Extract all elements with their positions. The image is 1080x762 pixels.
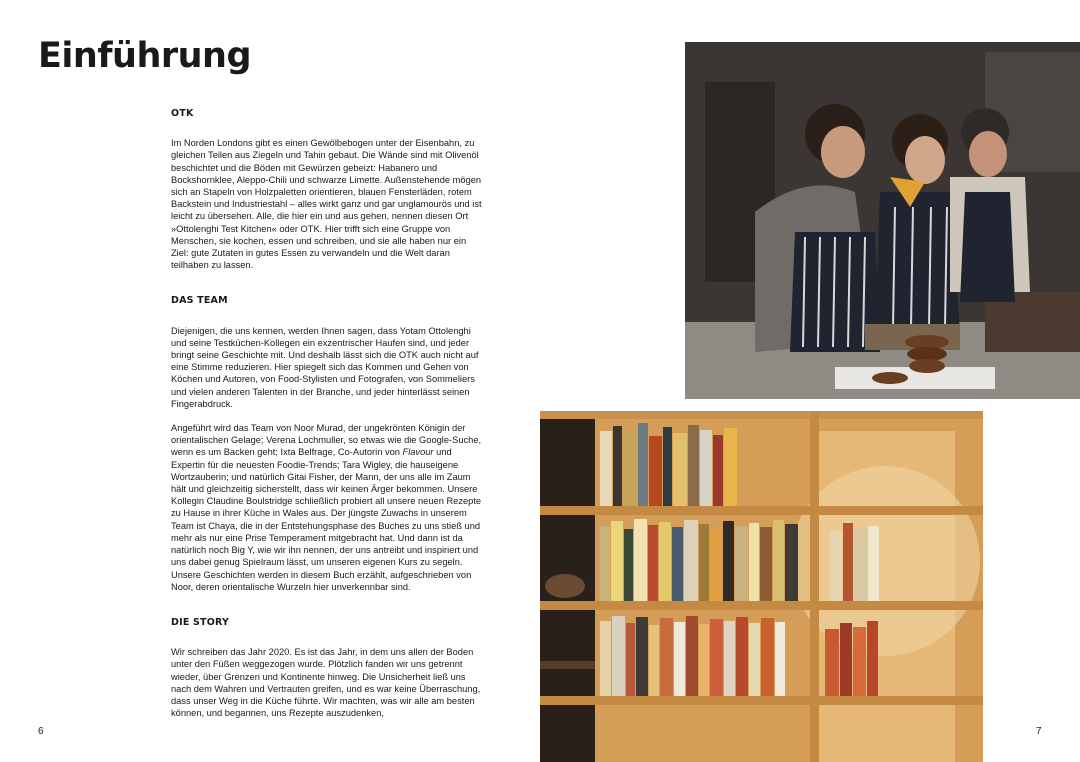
paragraph-team-members (171, 422, 486, 593)
text-column (171, 108, 486, 731)
page-number-right: 7 (1036, 726, 1042, 737)
kitchen-photo (685, 42, 1080, 399)
kitchen-photo-illustration (685, 42, 1080, 399)
page-number-left: 6 (38, 726, 44, 737)
text-span: und Expertin für die neuesten Foodie-Trends; Tara Wigley, die hauseigene Wortzauberin; und natürlich Gitai Fisher, der Mann, der uns alle im Zaum hält und gleichzeitig sicherstellt, dass wir keinen Ärger bekommen. Unsere Kollegin Claudine Boulstridge schließlich probiert all unsere neuen Rezepte zu Hause in ihrer Küche in Wales aus. Der jüngste Zuwachs in unserem Team ist Chaya, die in der Entstehungsphase des Buches zu uns stieß und mehr als nur eine Prise Temperament mitgebracht hat. Und dann ist da natürlich noch Big Y, wie wir ihn nennen, der uns antreibt und inspiriert und uns dabei genug Spielraum lässt, um unseren eigenen Kurs zu segeln. Unsere Geschichten werden in diesem Buch erzählt, aufgeschrieben von Noor, deren orientalische Wurzeln hier unverkennbar sind. (171, 447, 482, 592)
bookshelf-photo-illustration (540, 411, 983, 762)
section-heading-team: DAS TEAM (171, 295, 228, 307)
book-title-flavour: Flavour (402, 447, 434, 458)
section-heading-story: DIE STORY (171, 616, 230, 628)
bookshelf-photo (540, 411, 983, 762)
text-span: Angeführt wird das Team von Noor Murad, der ungekrönten Königin der orientalischen Gelage; Verena Lochmuller, so etwas wie die Google-Suche, wenn es um Backen geht; Ixta Belfrage, Co-Autorin von (171, 423, 482, 458)
paragraph-story: Wir schreiben das Jahr 2020. Es ist das Jahr, in dem uns allen der Boden unter den Füßen weggezogen wurde. Plötzlich fanden wir uns getrennt wieder, über Grenzen und Kontinente hinweg. Die Unsicherheit ließ uns nach dem Wahren und Vertrauten greifen, und es war keine Überraschung, dass unser Weg in die Küche führte. Wir machten, was wir alle am besten können, und begannen, uns Rezepte auszudenken, (171, 647, 481, 719)
section-heading-otk: OTK (171, 108, 194, 119)
paragraph-otk: Im Norden Londons gibt es einen Gewölbebogen unter der Eisenbahn, zu gleichen Teilen aus Ziegeln und Tahin gebaut. Die Wände sind mit Olivenöl beschichtet und die Böden mit Gewürzen gebeizt: Habanero und Bockshornklee, Aleppo-Chili und schwarze Limette. Außenstehende mögen sich an Stapeln von Holzpaletten orientieren, blauen Fensterläden, rotem Backstein und Industriestahl – alles wirkt ganz und gar unglamourös und ist leicht zu übersehen. Alle, die hier ein und aus gehen, nennen diesen Ort »Ottolenghi Test Kitchen« oder OTK. Hier trifft sich eine Gruppe von Menschen, sie kochen, essen und schreiben, und sie alle haben nur ein Ziel: gute Zutaten in gutes Essen zu verwandeln und die Welt daran teilhaben zu lassen. (171, 138, 482, 271)
page-title: Einführung (38, 36, 252, 76)
paragraph-team-intro: Diejenigen, die uns kennen, werden Ihnen sagen, dass Yotam Ottolenghi und seine Testküchen-Kollegen ein exzentrischer Haufen sind, und jeder bringt seine Geschichte mit. Und deshalb lässt sich die OTK auch nicht auf eine Stimme reduzieren. Hier spiegelt sich das Kommen und Gehen von Köchen und Autoren, von Food-Stylisten und Fotografen, von Sommeliers und vielen anderen Talenten in der Branche, und jeder hinterlässt seinen Fingerabdruck. (171, 325, 479, 409)
